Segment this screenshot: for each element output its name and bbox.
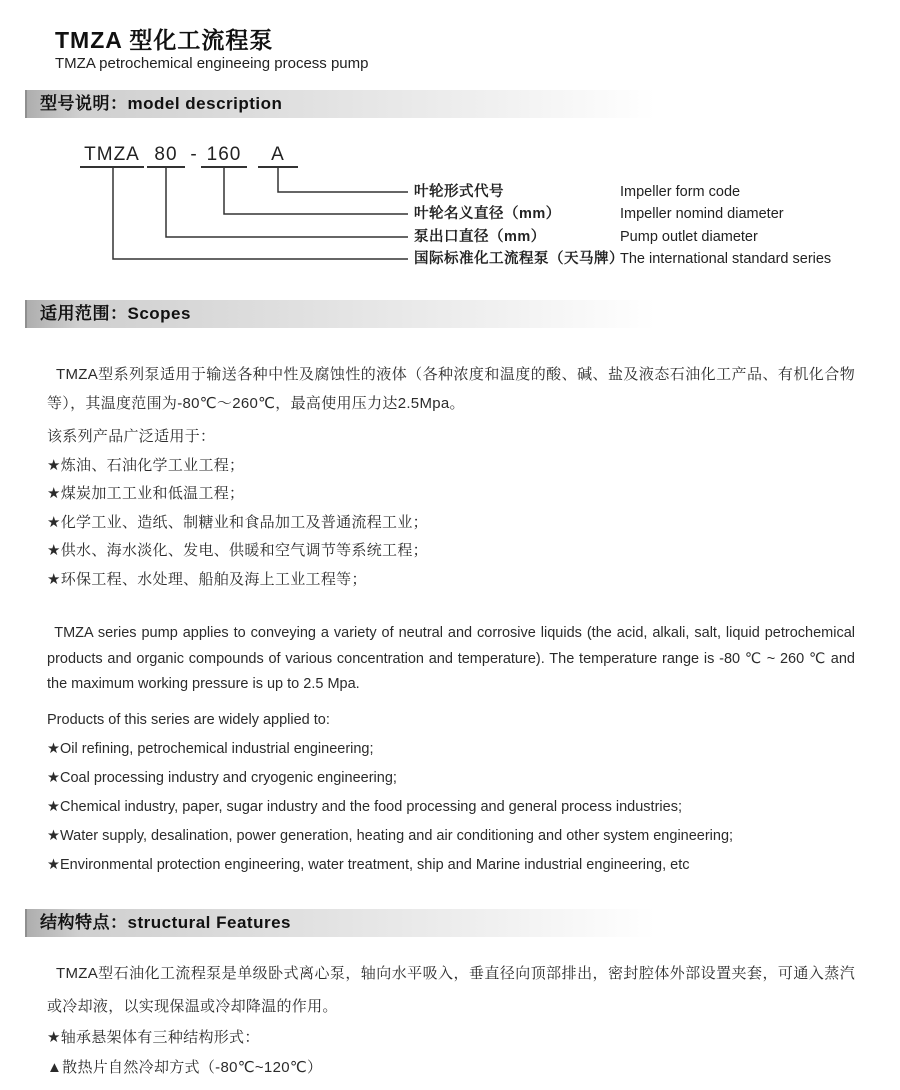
features-content — [47, 957, 855, 1083]
model-code-series: TMZA — [80, 142, 144, 168]
diagram-label-impeller-form-zh: 叶轮形式代号 — [414, 184, 504, 200]
section-header-model-description: 型号说明：model description — [25, 90, 900, 118]
title-block — [0, 0, 900, 73]
list-item: ★环保工程、水处理、船舶及海上工业工程等； — [47, 570, 367, 588]
scopes-list-zh — [47, 423, 855, 594]
features-list — [47, 1023, 855, 1083]
list-item: ★煤炭加工工业和低温工程； — [47, 485, 245, 502]
page-subtitle: TMZA petrochemical engineeing process pump — [55, 55, 369, 72]
section-header-scopes: 适用范围：Scopes — [25, 300, 900, 328]
list-item: ★炼油、石油化学工业工程； — [47, 456, 245, 474]
list-item: ★轴承悬架体有三种结构形式： — [47, 1028, 260, 1046]
diagram-label-impeller-diameter-zh: 叶轮名义直径（mm） — [414, 206, 561, 222]
list-item: ★Oil refining, petrochemical industrial engineering; — [47, 740, 374, 757]
list-item: ★Chemical industry, paper, sugar industry and the food processing and general process industries; — [47, 798, 682, 815]
model-code-diagram — [0, 118, 900, 270]
diagram-label-outlet-diameter-zh: 泵出口直径（mm） — [414, 229, 546, 245]
page-title: TMZA 型化工流程泵 — [55, 27, 274, 53]
diagram-label-outlet-diameter-en: Pump outlet diameter — [620, 229, 758, 245]
scopes-paragraph-en: TMZA series pump applies to conveying a variety of neutral and corrosive liquids (the acid, alkali, salt, liquid petrochemical products and organic compounds of various concentration and temperature). The temperature range is -80 ℃ ~ 260 ℃ and the maximum working pressure is up to 2.5 Mpa. — [47, 625, 855, 692]
diagram-label-impeller-form-en: Impeller form code — [620, 184, 741, 200]
list-item: ★化学工业、造纸、制糖业和食品加工及普通流程工业； — [47, 513, 428, 531]
model-code-diameter: 160 — [201, 142, 247, 168]
scopes-list-en — [47, 706, 855, 880]
model-code-impeller: A — [258, 142, 298, 168]
model-code-dash: - — [190, 144, 198, 165]
features-paragraph-zh: TMZA型石油化工流程泵是单级卧式离心泵，轴向水平吸入，垂直径向顶部排出，密封腔体外部设置夹套，可通入蒸汽或冷却液，以实现保温或冷却降温的作用。 — [47, 964, 855, 1015]
scopes-list-en-intro: Products of this series are widely applied to: — [47, 711, 330, 728]
list-item: ★Environmental protection engineering, water treatment, ship and Marine industrial engineering, etc — [47, 856, 690, 873]
scopes-content — [47, 360, 855, 880]
model-code-outlet: 80 — [147, 142, 185, 168]
diagram-label-impeller-diameter-en: Impeller nomind diameter — [620, 206, 784, 222]
section-header-structural-features: 结构特点：structural Features — [25, 909, 900, 937]
scopes-list-zh-intro: 该系列产品广泛适用于： — [47, 428, 216, 445]
list-item: ★Water supply, desalination, power generation, heating and air conditioning and other system engineering; — [47, 827, 734, 844]
list-item: ★供水、海水淡化、发电、供暖和空气调节等系统工程； — [47, 542, 428, 559]
diagram-label-series-zh: 国际标准化工流程泵（天马牌） — [414, 251, 624, 267]
list-item: ★Coal processing industry and cryogenic engineering; — [47, 769, 397, 786]
scopes-paragraph-zh: TMZA型系列泵适用于输送各种中性及腐蚀性的液体（各种浓度和温度的酸、碱、盐及液态石油化工产品、有机化合物等），其温度范围为-80℃～260℃，最高使用压力达2.5Mpa。 — [47, 366, 855, 412]
list-item: ▲散热片自然冷却方式（-80℃~120℃） — [47, 1058, 323, 1076]
diagram-label-series-en: The international standard series — [620, 251, 832, 267]
